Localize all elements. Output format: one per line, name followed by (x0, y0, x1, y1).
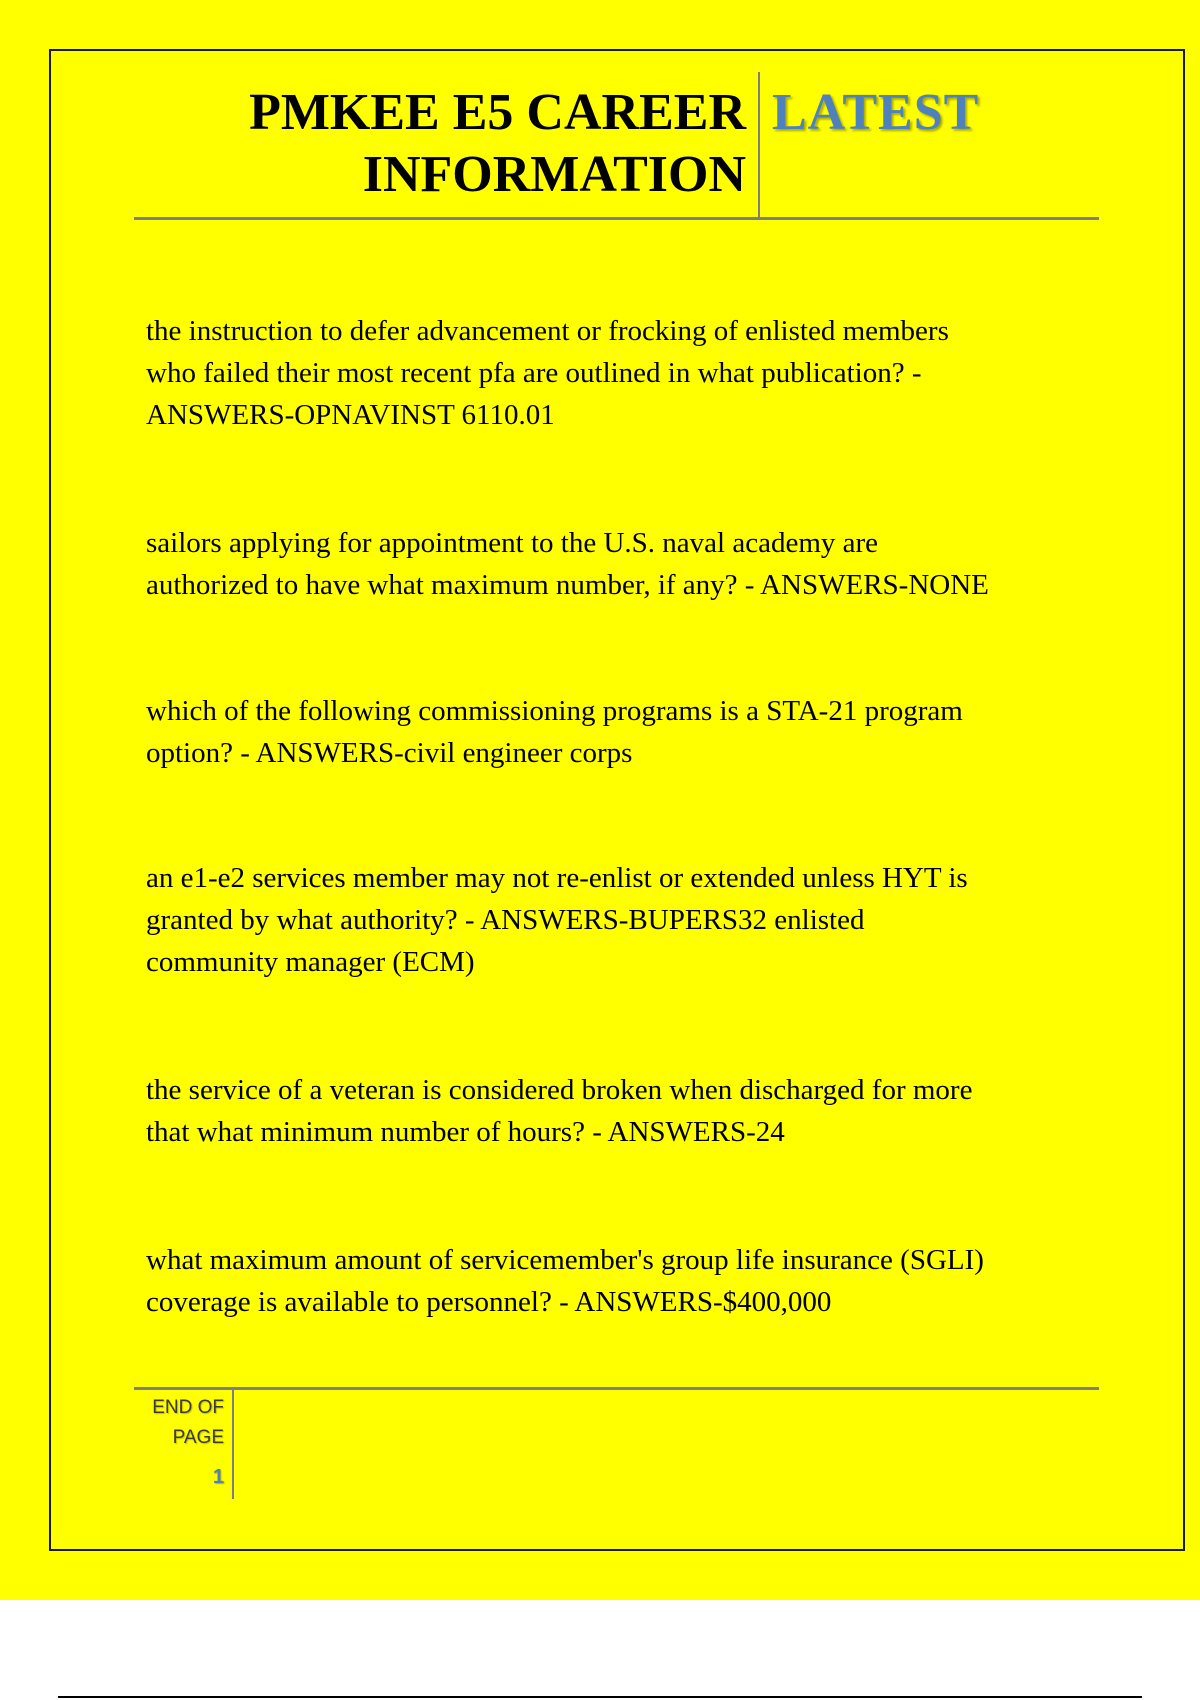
qa-line: an e1-e2 services member may not re-enlist or extended unless HYT is (146, 862, 968, 894)
bottom-rule (58, 1696, 1142, 1698)
qa-line: the instruction to defer advancement or frocking of enlisted members (146, 315, 949, 347)
qa-line: ANSWERS-OPNAVINST 6110.01 (146, 399, 555, 431)
end-of-page-label (140, 1393, 224, 1453)
qa-line: authorized to have what maximum number, if any? - ANSWERS-NONE (146, 569, 989, 601)
end-of-page-line-1: END OF (152, 1397, 224, 1418)
header-divider (758, 72, 760, 220)
latest-label: LATEST (772, 84, 980, 141)
page-number: 1 (212, 1466, 224, 1488)
qa-line: sailors applying for appointment to the U.S. naval academy are (146, 527, 879, 559)
footer-rule (134, 1387, 1099, 1390)
page-title (134, 82, 746, 206)
qa-item-5 (146, 1069, 1106, 1153)
qa-line: who failed their most recent pfa are outlined in what publication? - (146, 357, 922, 389)
qa-line: the service of a veteran is considered broken when discharged for more (146, 1074, 973, 1106)
page-title-line-2: INFORMATION (362, 146, 746, 203)
qa-line: option? - ANSWERS-civil engineer corps (146, 737, 633, 769)
qa-item-2 (146, 522, 1106, 606)
qa-item-6 (146, 1239, 1106, 1323)
page-title-line-1: PMKEE E5 CAREER (249, 84, 746, 141)
qa-line: that what minimum number of hours? - ANSWERS-24 (146, 1116, 785, 1148)
qa-line: coverage is available to personnel? - ANSWERS-$400,000 (146, 1286, 832, 1318)
qa-item-1 (146, 310, 1106, 436)
qa-line: granted by what authority? - ANSWERS-BUPERS32 enlisted (146, 904, 865, 936)
end-of-page-line-2: PAGE (172, 1427, 224, 1448)
footer-divider (232, 1389, 234, 1499)
qa-item-4 (146, 857, 1106, 983)
page-border (49, 49, 1185, 1551)
page-header (134, 72, 1099, 220)
qa-item-3 (146, 690, 1106, 774)
qa-line: which of the following commissioning programs is a STA-21 program (146, 695, 963, 727)
qa-line: community manager (ECM) (146, 946, 475, 978)
qa-line: what maximum amount of servicemember's group life insurance (SGLI) (146, 1244, 984, 1276)
